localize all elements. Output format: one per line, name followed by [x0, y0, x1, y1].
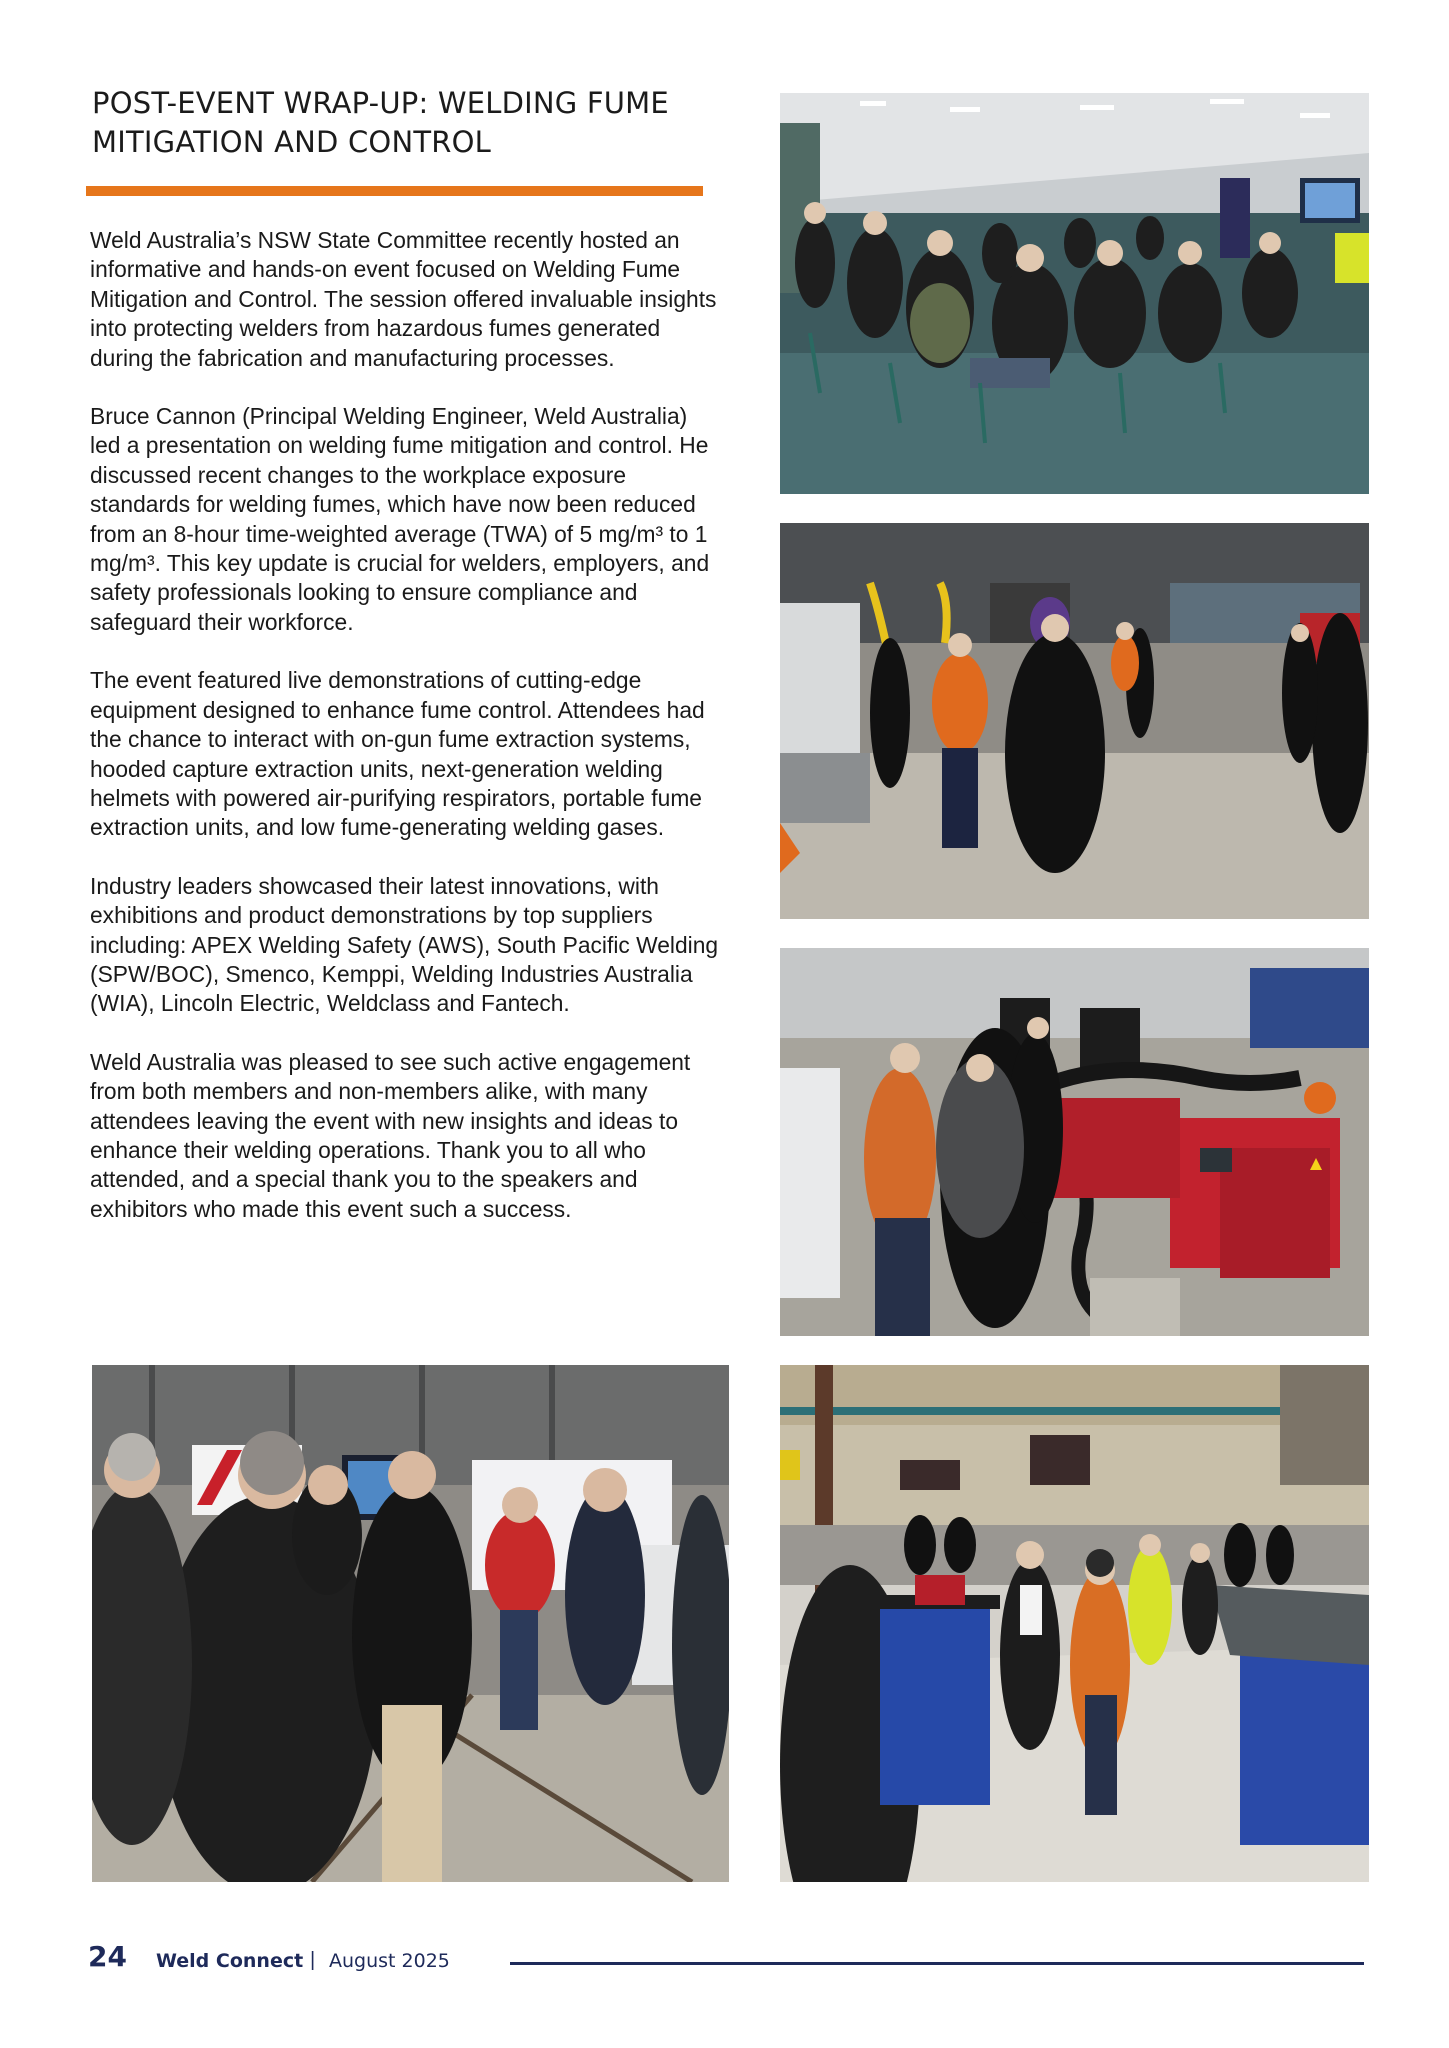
paragraph-thanks: Weld Australia was pleased to see such active engagement from both members and non-members alike, with many attendees leaving the event with new insights and ideas to enhance their welding operations. Thank you to all who attended, and a special thank you to the speakers and exhibitors who made this event such a success. [90, 1048, 691, 1222]
issue-date: August 2025 [329, 1950, 450, 1972]
photo-workshop-demonstration [780, 523, 1369, 919]
page-number: 24 [88, 1940, 127, 1973]
photo-extraction-equipment [780, 948, 1369, 1336]
paragraph-intro: Weld Australia’s NSW State Committee recently hosted an informative and hands-on event focused on Welding Fume Mitigation and Control. The session offered invaluable insights into protecting welders from hazardous fumes generated during the fabrication and manufacturing processes. [90, 227, 717, 371]
paragraph-presentation: Bruce Cannon (Principal Welding Engineer, Weld Australia) led a presentation on welding fume mitigation and control. He discussed recent changes to the workplace exposure standards for welding fumes, which have now been reduced from an 8-hour time-weighted average (TWA) of 5 mg/m³ to 1 mg/m³. This key update is crucial for welders, employers, and safety professionals looking to ensure compliance and safeguard their workforce. [90, 403, 710, 635]
publication-name: Weld Connect [156, 1950, 304, 1972]
paragraph-suppliers: Industry leaders showcased their latest innovations, with exhibitions and product demonstrations by top suppliers including: APEX Welding Safety (AWS), South Pacific Welding (SPW/BOC), Smenco, Kemppi, Welding Industries Australia (WIA), Lincoln Electric, Weldclass and Fantech. [90, 872, 719, 1017]
photo-exhibitor-conversation [92, 1365, 729, 1882]
page-footer [86, 1940, 1366, 1980]
footer-rule [510, 1962, 1364, 1965]
paragraph-demonstrations: The event featured live demonstrations of cutting-edge equipment designed to enhance fume control. Attendees had the chance to interact with on-gun fume extraction systems, hooded capture extraction units, next-generation welding helmets with powered air-purifying respirators, portable fume extraction units, and low fume-generating welding gases. [90, 667, 705, 841]
title-underline [86, 186, 703, 196]
article-title: POST-EVENT WRAP-UP: WELDING FUME MITIGATION AND CONTROL [92, 86, 669, 159]
article-body [90, 226, 720, 1253]
photo-workshop-floor [780, 1365, 1369, 1882]
photo-seated-audience [780, 93, 1369, 494]
footer-separator: | [310, 1949, 316, 1971]
